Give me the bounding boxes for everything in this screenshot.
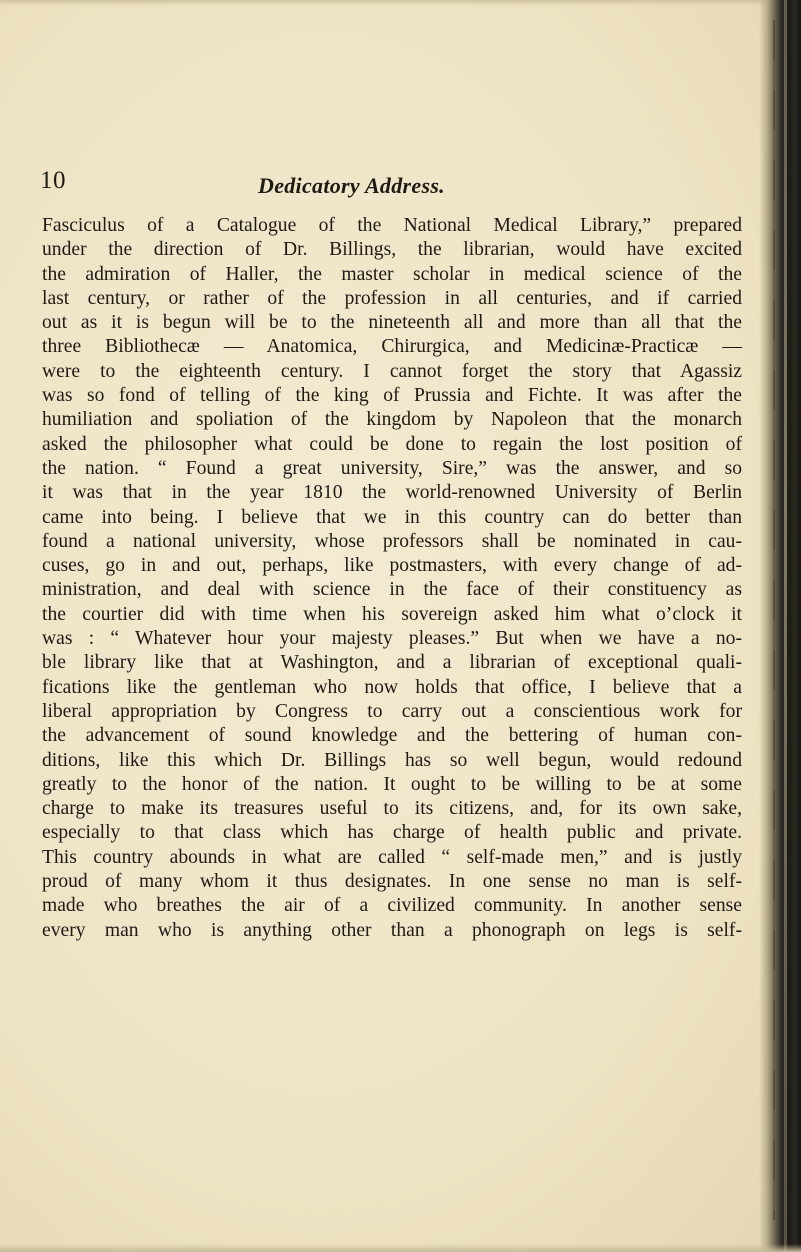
text-line: Fasciculus of a Catalogue of the National Medical Library,” prepared bbox=[42, 215, 742, 236]
text-line: the courtier did with time when his sovereign asked him what o’clock it bbox=[42, 603, 742, 625]
book-spine bbox=[759, 0, 801, 1252]
text-line: the admiration of Haller, the master scholar in medical science of the bbox=[42, 263, 742, 285]
text-line: was : “ Whatever hour your majesty pleases.” But when we have a no- bbox=[42, 628, 742, 650]
text-line: proud of many whom it thus designates. In one sense no man is self- bbox=[42, 871, 742, 893]
page-top-edge bbox=[0, 0, 801, 6]
text-line: asked the philosopher what could be done to regain the lost position of bbox=[42, 433, 742, 455]
text-line: under the direction of Dr. Billings, the librarian, would have excited bbox=[42, 239, 742, 261]
text-line: liberal appropriation by Congress to carry out a conscientious work for bbox=[42, 700, 742, 722]
body-text bbox=[42, 214, 742, 943]
book-spine-binding bbox=[773, 20, 775, 1220]
text-line: the advancement of sound knowledge and the bettering of human con- bbox=[42, 725, 742, 747]
page-number: 10 bbox=[40, 167, 66, 194]
text-line: ditions, like this which Dr. Billings has so well begun, would redound bbox=[42, 749, 742, 771]
text-line: was so fond of telling of the king of Prussia and Fichte. It was after the bbox=[42, 385, 742, 407]
page-bottom-edge bbox=[0, 1244, 801, 1252]
text-line: every man who is anything other than a phonograph on legs is self- bbox=[42, 919, 742, 941]
running-title: Dedicatory Address. bbox=[258, 173, 445, 198]
text-line: especially to that class which has charge of health public and private. bbox=[42, 822, 742, 844]
text-line: ministration, and deal with science in the face of their constituency as bbox=[42, 579, 742, 601]
text-line: out as it is begun will be to the nineteenth all and more than all that the bbox=[42, 312, 742, 334]
text-line: humiliation and spoliation of the kingdom by Napoleon that the monarch bbox=[42, 409, 742, 431]
text-line: came into being. I believe that we in this country can do better than bbox=[42, 506, 742, 528]
text-line: charge to make its treasures useful to its citizens, and, for its own sake, bbox=[42, 798, 742, 820]
text-line: made who breathes the air of a civilized community. In another sense bbox=[42, 895, 742, 917]
book-spine-highlight bbox=[784, 0, 787, 1252]
text-line: greatly to the honor of the nation. It ought to be willing to be at some bbox=[42, 773, 742, 795]
text-line: cuses, go in and out, perhaps, like postmasters, with every change of ad- bbox=[42, 555, 742, 577]
text-line: it was that in the year 1810 the world-renowned University of Berlin bbox=[42, 482, 742, 504]
text-line: the nation. “ Found a great university, Sire,” was the answer, and so bbox=[42, 457, 742, 479]
text-line: were to the eighteenth century. I cannot forget the story that Agassiz bbox=[42, 360, 742, 382]
text-line: last century, or rather of the profession in all centuries, and if carried bbox=[42, 287, 742, 309]
text-line: fications like the gentleman who now holds that office, I believe that a bbox=[42, 676, 742, 698]
text-line: This country abounds in what are called “ self-made men,” and is justly bbox=[42, 846, 742, 868]
text-line: found a national university, whose professors shall be nominated in cau- bbox=[42, 530, 742, 552]
text-line: three Bibliothecæ — Anatomica, Chirurgica, and Medicinæ-Practicæ — bbox=[42, 336, 742, 358]
text-line: ble library like that at Washington, and a librarian of exceptional quali- bbox=[42, 652, 742, 674]
page-header bbox=[40, 165, 740, 205]
